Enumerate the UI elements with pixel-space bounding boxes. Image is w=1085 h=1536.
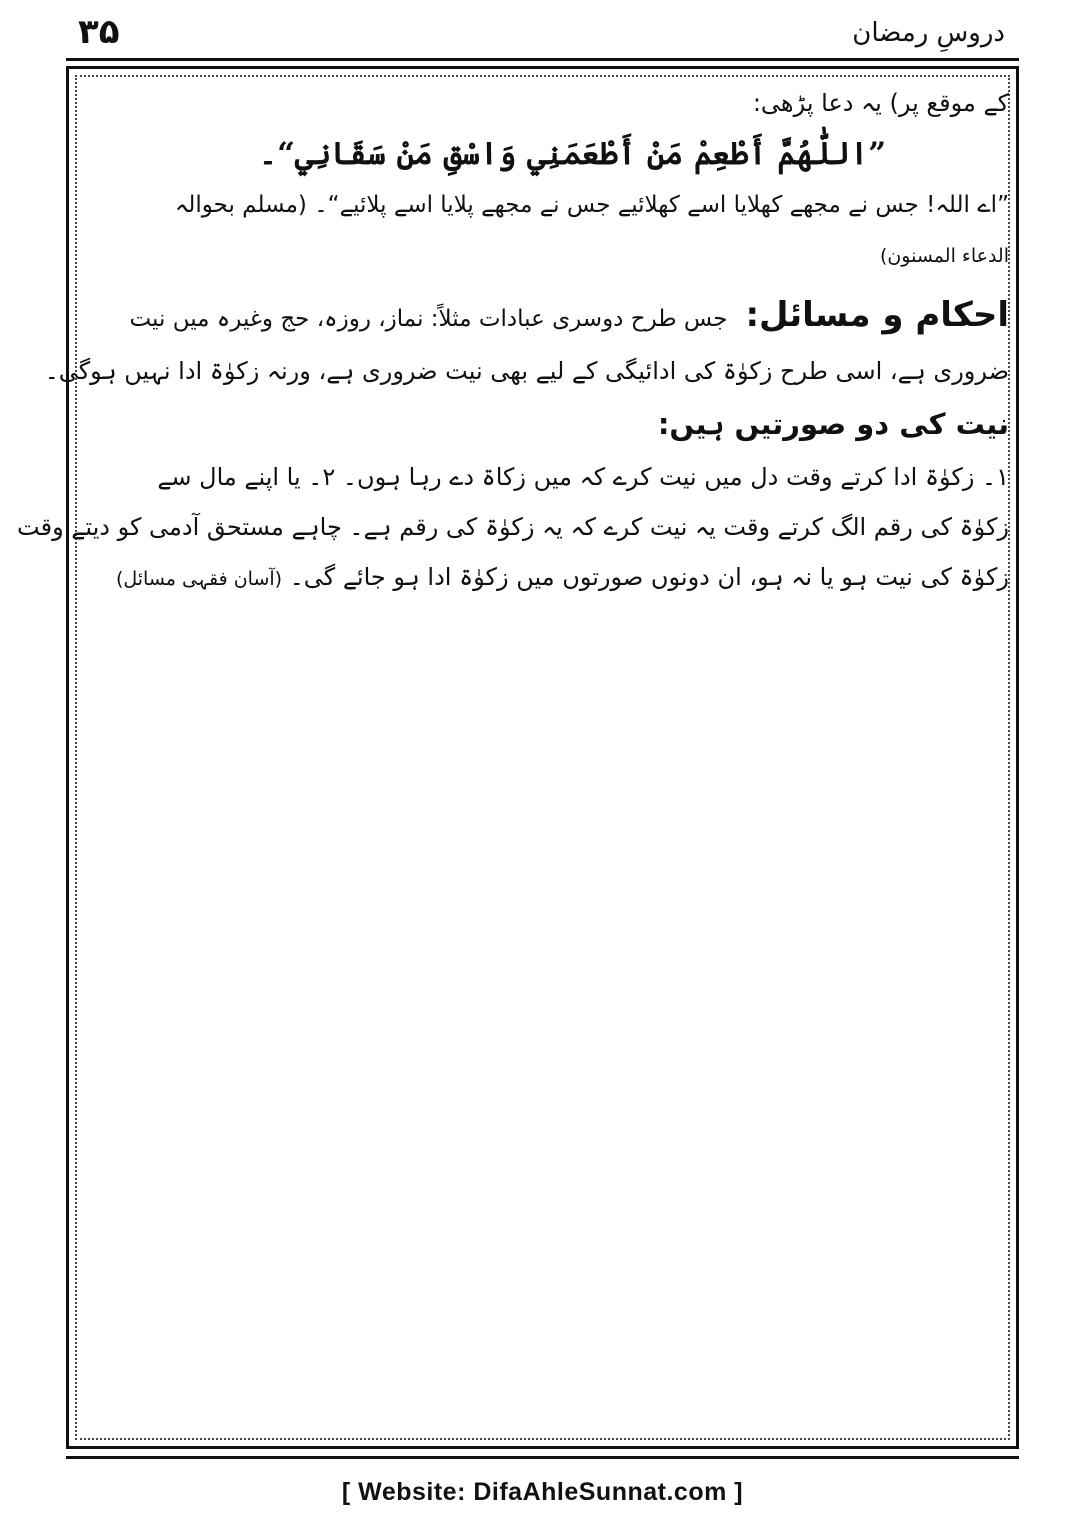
paragraph-line-3 bbox=[76, 552, 1009, 604]
website-footer: [ Website: DifaAhleSunnat.com ] bbox=[341, 1478, 744, 1506]
paragraph-line-1: ۱۔ زکوٰۃ ادا کرتے وقت دل میں نیت کرے کہ میں زکاۃ دے رہا ہوں۔ ۲۔ یا اپنے مال سے bbox=[157, 463, 1009, 491]
section-heading: احکام و مسائل: bbox=[745, 295, 1009, 335]
dua-arabic: ”اللّٰھُمَّ أَطْعِمْ مَنْ أَطْعَمَنِي وَاسْقِ مَنْ سَقَانِي“۔ bbox=[258, 136, 887, 172]
paragraph-line-3-text: زکوٰۃ کی نیت ہو یا نہ ہو، ان دونوں صورتوں میں زکوٰۃ ادا ہو جائے گی۔ bbox=[289, 563, 1009, 591]
running-title: دروسِ رمضان bbox=[852, 18, 1005, 48]
page-number: ۳۵ bbox=[78, 12, 120, 52]
footer-rule bbox=[66, 1456, 1019, 1459]
section-line-2: ضروری ہے، اسی طرح زکوٰۃ کی ادائیگی کے لیے بھی نیت ضروری ہے، ورنہ زکوٰۃ ادا نہیں ہوگی۔ bbox=[44, 357, 1009, 385]
paragraph-line-2: زکوٰۃ کی رقم الگ کرتے وقت یہ نیت کرے کہ یہ زکوٰۃ کی رقم ہے۔ چاہے مستحق آدمی کو دیتے وقت bbox=[17, 513, 1009, 541]
dua-translation: ”اے اللہ! جس نے مجھے کھلایا اسے کھلائیے جس نے مجھے پلایا اسے پلائیے“۔ (مسلم بحوالہ bbox=[174, 192, 1009, 218]
page-content bbox=[17, 78, 1009, 604]
section-line-1: جس طرح دوسری عبادات مثلاً: نماز، روزہ، حج وغیرہ میں نیت bbox=[129, 306, 728, 332]
header-rule bbox=[66, 58, 1019, 61]
reference-continuation: الدعاء المسنون) bbox=[879, 245, 1009, 267]
section-heading-row bbox=[76, 288, 1009, 346]
paragraph-source: (آسان فقہی مسائل) bbox=[115, 568, 283, 590]
intro-line: کے موقع پر) یہ دعا پڑھی: bbox=[752, 89, 1009, 117]
subheading: نیت کی دو صورتیں ہیں: bbox=[657, 407, 1009, 441]
